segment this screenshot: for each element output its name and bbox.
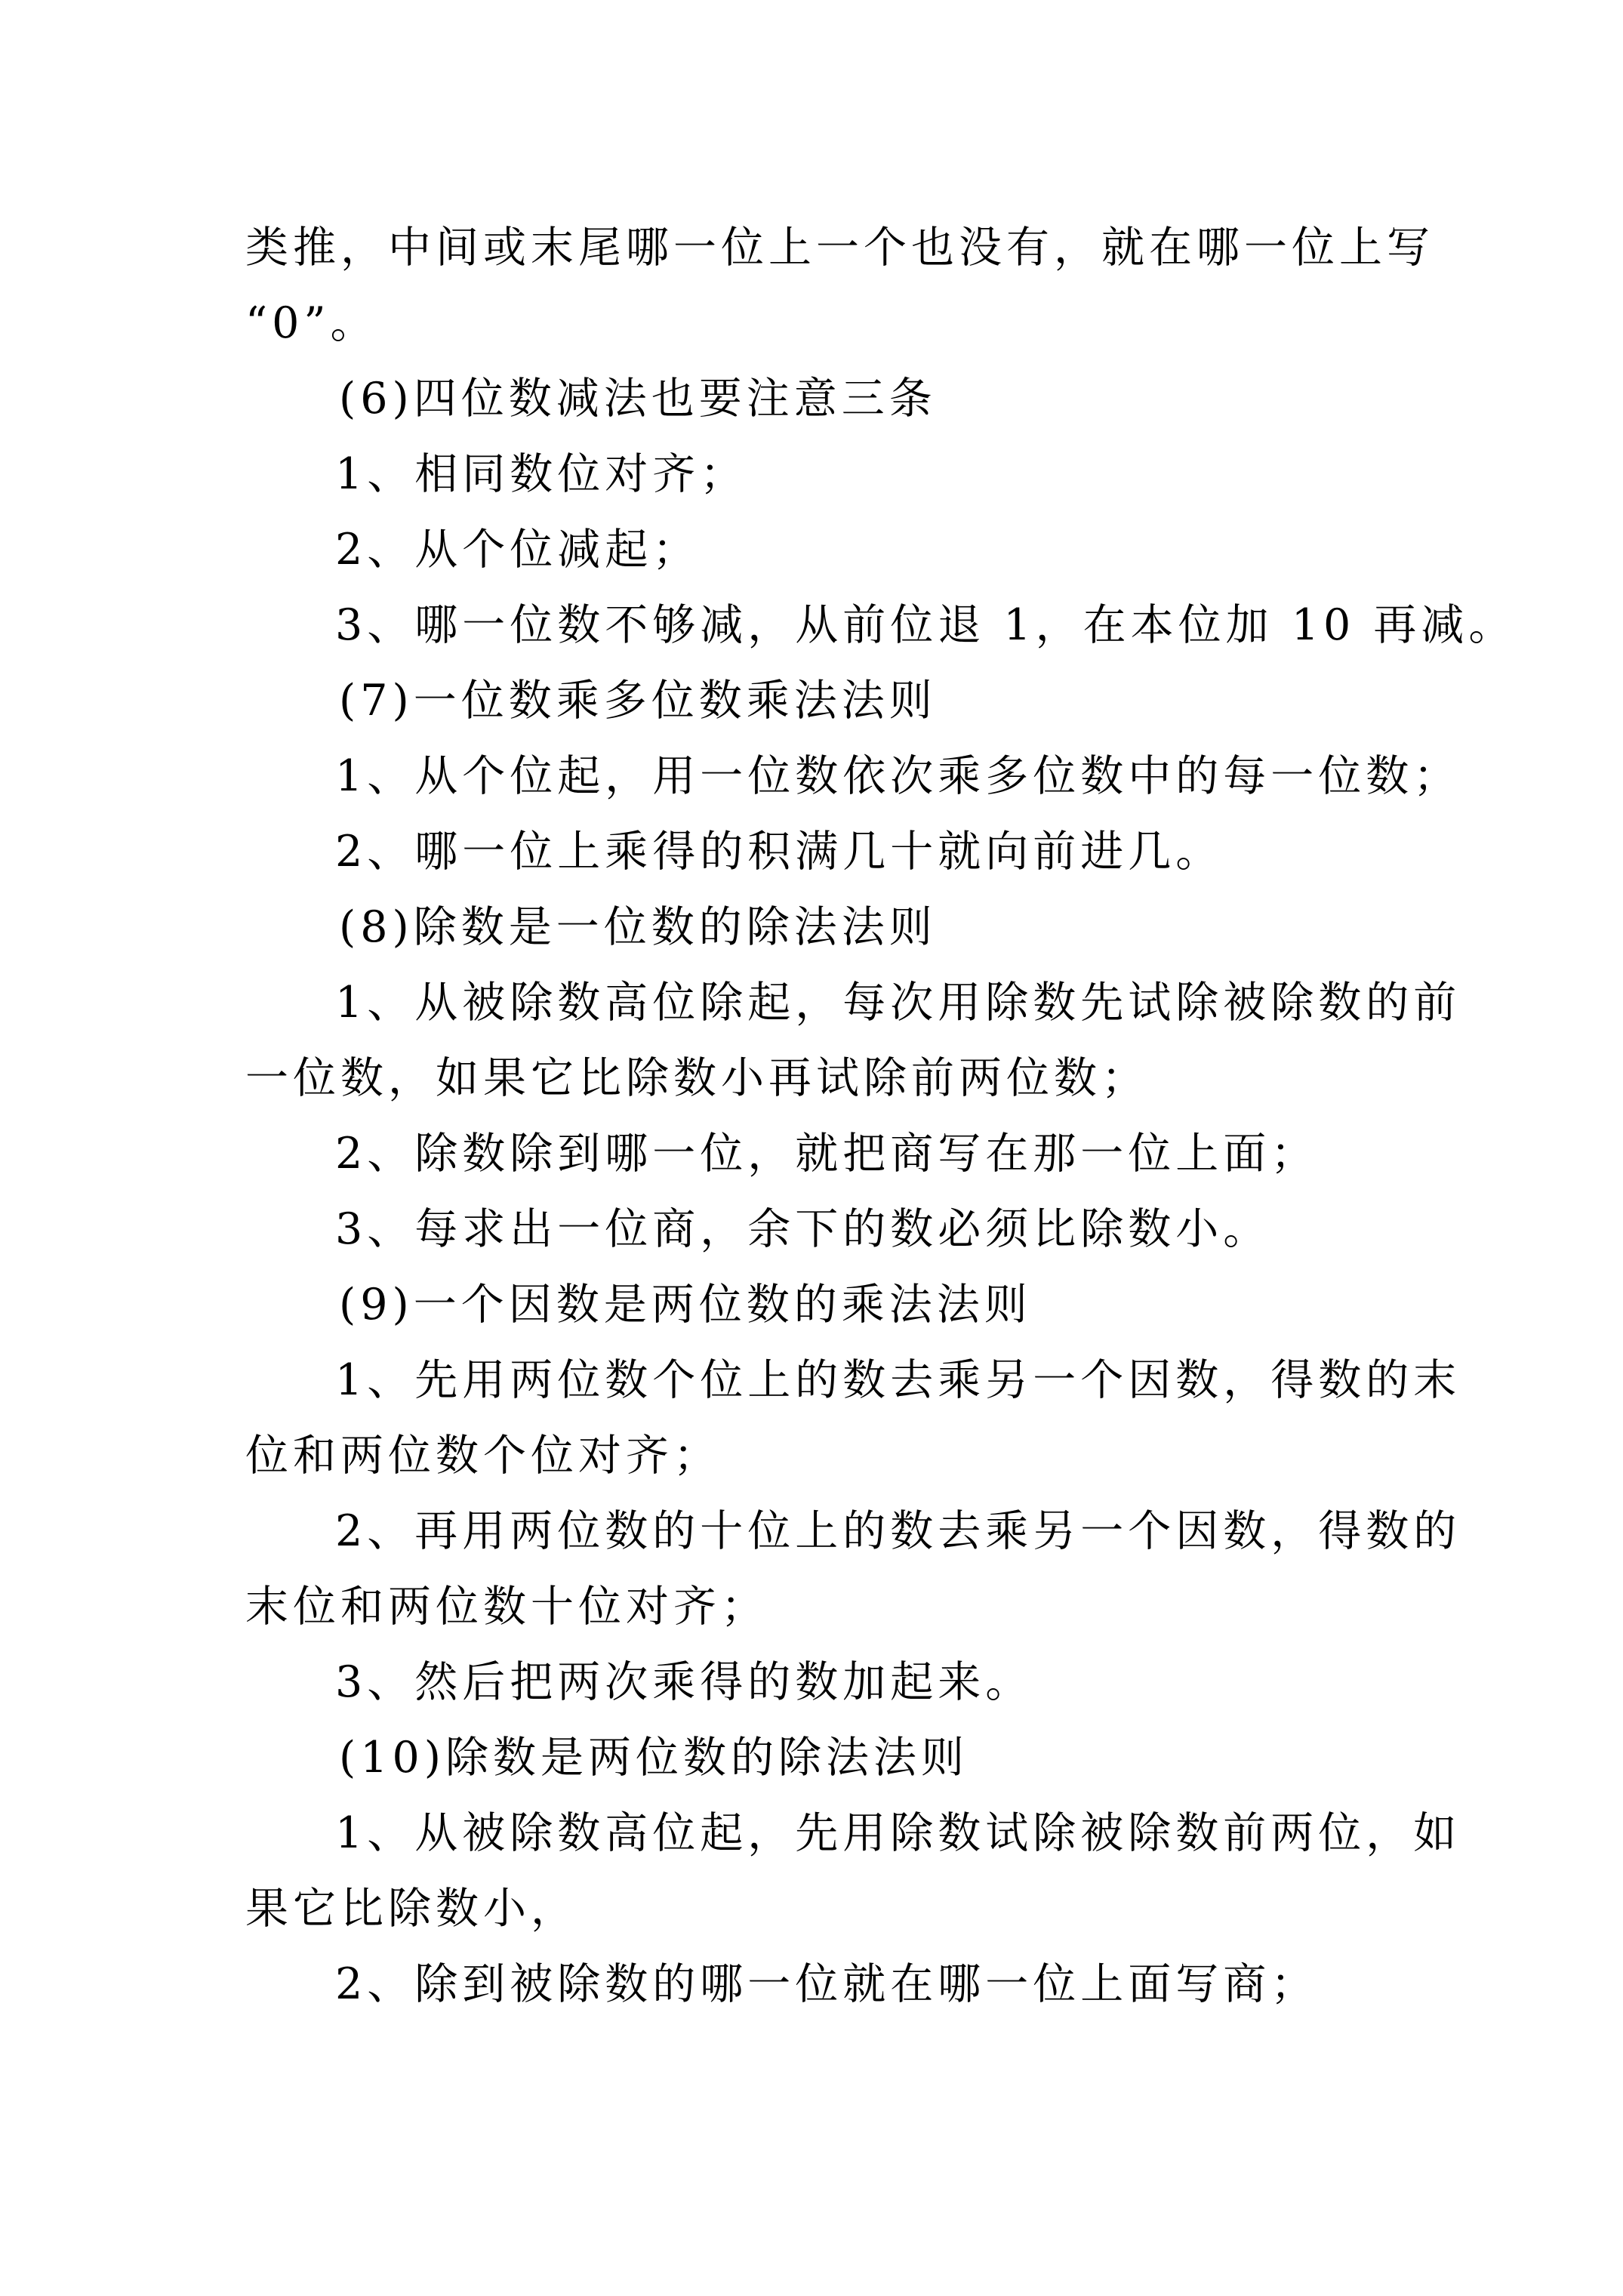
text-line: 位和两位数个位对齐； [245,1431,721,1481]
text-line: 类推，中间或末尾哪一位上一个也没有，就在哪一位上写 [245,223,1434,273]
text-line: “0”。 [245,298,378,348]
text-line: 1、先用两位数个位上的数去乘另一个因数，得数的末 [335,1355,1461,1405]
text-line: 2、再用两位数的十位上的数去乘另一个因数，得数的 [335,1506,1461,1556]
text-line: 3、然后把两次乘得的数加起来。 [335,1657,1033,1707]
text-line: 1、从被除数高位除起，每次用除数先试除被除数的前 [335,978,1461,1028]
text-line: 2、从个位减起； [335,525,701,575]
text-line: 一位数，如果它比除数小再试除前两位数； [245,1053,1149,1103]
section-heading: (10)除数是两位数的除法法则 [339,1733,969,1783]
document-body [245,210,1517,2022]
text-line: 1、从个位起，用一位数依次乘多位数中的每一位数； [335,751,1461,801]
section-heading: (6)四位数减法也要注意三条 [339,374,937,424]
text-line: 3、哪一位数不够减，从前位退 1，在本位加 10 再减。 [335,600,1517,650]
text-line: 2、除到被除数的哪一位就在哪一位上面写商； [335,1959,1319,2009]
text-line: 2、除数除到哪一位，就把商写在那一位上面； [335,1129,1319,1179]
text-line: 1、从被除数高位起，先用除数试除被除数前两位，如 [335,1808,1461,1858]
section-heading: (7)一位数乘多位数乘法法则 [339,676,937,726]
text-line: 末位和两位数十位对齐； [245,1582,768,1632]
text-line: 3、每求出一位商，余下的数必须比除数小。 [335,1204,1271,1254]
section-heading: (9)一个因数是两位数的乘法法则 [339,1280,1032,1330]
text-line: 果它比除数小， [245,1884,578,1934]
text-line: 2、哪一位上乘得的积满几十就向前进几。 [335,827,1224,877]
text-line: 1、相同数位对齐； [335,449,748,499]
section-heading: (8)除数是一位数的除法法则 [339,902,937,952]
